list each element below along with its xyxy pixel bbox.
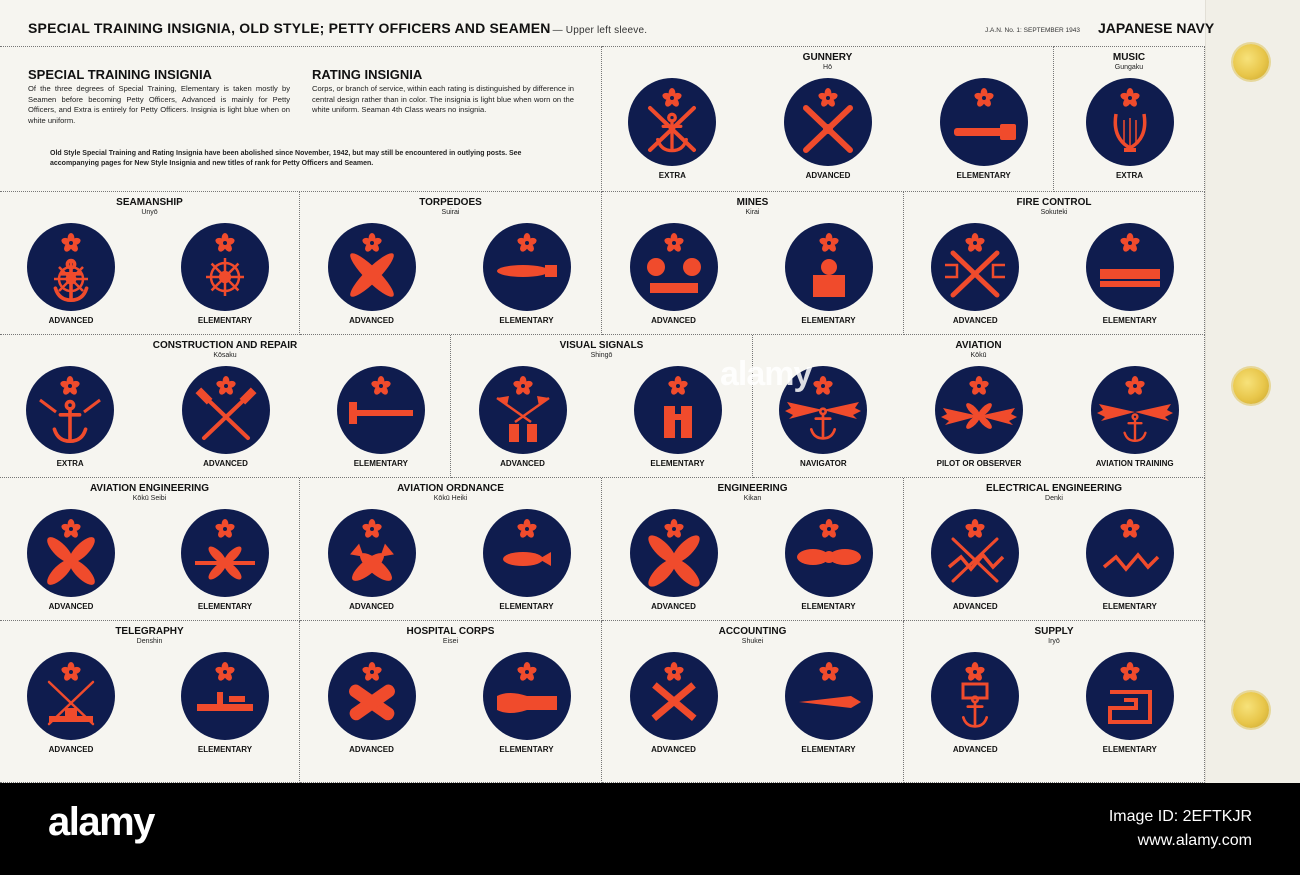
panel-title: ACCOUNTING — [718, 626, 787, 637]
badge-label: ELEMENTARY — [1102, 602, 1157, 611]
badge-label: ADVANCED — [349, 602, 394, 611]
badge-label: ELEMENTARY — [1102, 316, 1157, 325]
panel-visual-signals — [451, 335, 753, 478]
propeller-wings-icon — [181, 509, 269, 597]
insignia-badge — [1086, 78, 1174, 180]
panel-subtitle: Kōsaku — [213, 352, 237, 359]
abolished-note: Old Style Special Training and Rating Insignia have been abolished since November, 1942, but may still be encountered in outlying posts. See accompanying pages for New Style Insignia and new titles of rank for Petty Officers and Seamen. — [50, 150, 522, 167]
page-title: SPECIAL TRAINING INSIGNIA, OLD STYLE; PETTY OFFICERS AND SEAMEN — Upper left sleeve. — [28, 20, 648, 36]
panel-title: AVIATION — [955, 340, 1002, 351]
crossed-bombs-icon — [328, 509, 416, 597]
insignia-badge — [181, 652, 269, 754]
panel-subtitle: Kikan — [743, 495, 762, 502]
panel-mines — [602, 192, 904, 335]
badge-label: ELEMENTARY — [650, 459, 705, 468]
panel-title: AVIATION ORDNANCE — [397, 483, 504, 494]
anchor-tools-icon — [26, 366, 114, 454]
binder-hole — [1233, 692, 1269, 728]
gun-barrel-icon — [940, 78, 1028, 166]
panel-torpedoes — [300, 192, 602, 335]
badge-label: ELEMENTARY — [1102, 745, 1157, 754]
badge-label: ADVANCED — [500, 459, 545, 468]
panel-subtitle: Kōkū — [970, 352, 987, 359]
special-training-heading: SPECIAL TRAINING INSIGNIA — [28, 67, 212, 82]
panel-title: AVIATION ENGINEERING — [89, 483, 210, 494]
badge-label: ADVANCED — [48, 316, 94, 325]
panel-music — [1054, 46, 1205, 192]
insignia-badge — [630, 223, 718, 325]
panel-supply — [904, 621, 1205, 783]
insignia-badge — [181, 223, 269, 325]
mines-icon — [630, 223, 718, 311]
insignia-badge — [182, 366, 270, 468]
crossed-pens-icon — [630, 652, 718, 740]
insignia-badge — [630, 652, 718, 754]
lightning-crossed-icon — [931, 509, 1019, 597]
panel-title: SUPPLY — [1034, 626, 1074, 637]
insignia-badge — [935, 366, 1023, 468]
binder-hole — [1233, 44, 1269, 80]
rating-insignia-heading: RATING INSIGNIA — [312, 67, 423, 82]
badge-label: ADVANCED — [203, 459, 248, 468]
telegraph-key-sparks-icon — [27, 652, 115, 740]
insignia-badge — [940, 78, 1028, 180]
insignia-badge — [634, 366, 722, 468]
panel-aviation-engineering — [0, 478, 300, 621]
insignia-badge — [1086, 223, 1174, 325]
insignia-badge — [628, 78, 716, 180]
insignia-badge — [328, 223, 416, 325]
badge-label: EXTRA — [658, 171, 686, 180]
panel-subtitle: Gungaku — [1114, 64, 1144, 71]
badge-label: ELEMENTARY — [801, 745, 856, 754]
insignia-badge — [785, 509, 873, 611]
badge-label: ADVANCED — [952, 745, 998, 754]
panel-title: ELECTRICAL ENGINEERING — [986, 483, 1122, 494]
panel-subtitle: Shingō — [590, 352, 613, 359]
pen-icon — [785, 652, 873, 740]
mine-cart-icon — [785, 223, 873, 311]
panel-telegraphy — [0, 621, 300, 783]
screw-propeller-flat-icon — [785, 509, 873, 597]
badge-label: ADVANCED — [349, 316, 394, 325]
flags-binoculars-icon — [479, 366, 567, 454]
panel-subtitle: Denshin — [136, 638, 163, 645]
bomb-icon — [483, 509, 571, 597]
badge-label: ELEMENTARY — [801, 602, 856, 611]
insignia-badge — [479, 366, 567, 468]
insignia-badge — [27, 509, 115, 611]
badge-label: ADVANCED — [952, 602, 998, 611]
panel-gunnery — [602, 46, 1054, 192]
insignia-badge — [931, 509, 1019, 611]
anchor-wheel-icon — [27, 223, 115, 311]
panel-subtitle: Denki — [1045, 495, 1063, 502]
wings-anchor-small-icon — [1091, 366, 1179, 454]
badge-label: ADVANCED — [349, 745, 394, 754]
panel-accounting — [602, 621, 904, 783]
badge-label: ADVANCED — [651, 316, 696, 325]
badge-label: EXTRA — [1115, 171, 1144, 180]
panel-subtitle: Suirai — [441, 209, 460, 216]
panel-subtitle: Sokuteki — [1040, 209, 1068, 216]
navy-label: JAPANESE NAVY — [1098, 20, 1215, 36]
badge-label: ADVANCED — [952, 316, 998, 325]
insignia-badge — [1086, 652, 1174, 754]
insignia-badge — [1091, 366, 1179, 468]
badge-label: ADVANCED — [651, 745, 696, 754]
insignia-badge — [27, 652, 115, 754]
panel-aviation — [753, 335, 1205, 478]
binder-hole — [1233, 368, 1269, 404]
insignia-badge — [328, 509, 416, 611]
panel-engineering — [602, 478, 904, 621]
panel-subtitle: Hō — [823, 64, 832, 71]
panel-fire-control — [904, 192, 1205, 335]
torpedo-icon — [483, 223, 571, 311]
panel-title: MUSIC — [1112, 52, 1146, 63]
ship-wheel-icon — [181, 223, 269, 311]
insignia-badge — [181, 509, 269, 611]
insignia-badge — [630, 509, 718, 611]
panel-title: FIRE CONTROL — [1016, 197, 1092, 208]
badge-label: ADVANCED — [651, 602, 696, 611]
rangefinder-crossed-icon — [931, 223, 1019, 311]
badge-label: PILOT OR OBSERVER — [936, 459, 1022, 468]
badge-label: ELEMENTARY — [801, 316, 856, 325]
panel-subtitle: Kōkū Heiki — [433, 495, 468, 502]
badge-label: ELEMENTARY — [353, 459, 408, 468]
insignia-badge — [785, 223, 873, 325]
badge-label: ELEMENTARY — [197, 745, 253, 754]
insignia-badge — [337, 366, 425, 468]
panel-title: ENGINEERING — [717, 483, 788, 494]
insignia-badge — [784, 78, 872, 180]
panel-construction-and-repair — [0, 335, 451, 478]
panel-aviation-ordnance — [300, 478, 602, 621]
page-subtitle: — Upper left sleeve. — [552, 25, 648, 36]
panel-subtitle: Kirai — [745, 209, 760, 216]
badge-label: ELEMENTARY — [499, 316, 554, 325]
insignia-badge — [931, 652, 1019, 754]
wings-propeller-icon — [935, 366, 1023, 454]
alamy-logo: alamy — [48, 800, 154, 844]
badge-label: ELEMENTARY — [499, 745, 554, 754]
insignia-badge — [1086, 509, 1174, 611]
document-reference: J.A.N. No. 1: SEPTEMBER 1943 — [985, 27, 1081, 34]
insignia-badge — [26, 366, 114, 468]
insignia-badge — [785, 652, 873, 754]
bandage-icon — [483, 652, 571, 740]
crossed-shells-icon — [784, 78, 872, 166]
badge-label: ELEMENTARY — [499, 602, 554, 611]
panel-subtitle: Iryō — [1048, 638, 1060, 645]
panel-hospital-corps — [300, 621, 602, 783]
panel-subtitle: Shukei — [741, 638, 764, 645]
watermark: alamy — [720, 355, 812, 393]
hammer-icon — [337, 366, 425, 454]
insignia-badge — [483, 652, 571, 754]
image-id: Image ID: 2EFTKJR — [1108, 808, 1252, 825]
rating-insignia-text: Corps, or branch of service, within each rating is distinguished by difference in central design rather than in color. The insignia is light blue when worn on the white uniform. Seaman 4th Class wears no insignia. — [312, 84, 574, 115]
rangefinder-icon — [1086, 223, 1174, 311]
panel-title: TORPEDOES — [419, 197, 482, 208]
crossed-torpedoes-icon — [328, 223, 416, 311]
propeller-cross-icon — [27, 509, 115, 597]
crossed-bandages-icon — [328, 652, 416, 740]
telegraph-key-icon — [181, 652, 269, 740]
panel-subtitle: Eisei — [442, 638, 459, 645]
insignia-badge — [931, 223, 1019, 325]
panel-seamanship — [0, 192, 300, 335]
panel-title: MINES — [736, 197, 769, 208]
supply-symbol-icon — [1086, 652, 1174, 740]
badge-label: ELEMENTARY — [197, 316, 253, 325]
panel-title: TELEGRAPHY — [115, 626, 184, 637]
footer-info — [1109, 805, 1252, 853]
insignia-badge — [328, 652, 416, 754]
badge-label: EXTRA — [56, 459, 84, 468]
badge-label: ADVANCED — [805, 171, 851, 180]
stock-footer — [0, 783, 1300, 875]
insignia-badge — [27, 223, 115, 325]
special-training-text: Of the three degrees of Special Training, Elementary is taken mostly by Seamen before becoming Petty Officers, Advanced is mainly for Petty Officers, and Extra is entirely for Petty Officers. Insignia is light blue when on white uniform. — [28, 84, 290, 125]
panel-title: SEAMANSHIP — [116, 197, 183, 208]
panel-title: GUNNERY — [802, 52, 853, 63]
binoculars-icon — [634, 366, 722, 454]
lightning-icon — [1086, 509, 1174, 597]
crossed-hammers-icon — [182, 366, 270, 454]
panel-subtitle: Unyō — [141, 209, 158, 216]
badge-label: ADVANCED — [48, 602, 94, 611]
badge-label: ADVANCED — [48, 745, 94, 754]
insignia-badge — [483, 509, 571, 611]
badge-label: ELEMENTARY — [956, 171, 1011, 180]
lyre-icon — [1086, 78, 1174, 166]
intro-panel — [0, 46, 602, 192]
badge-label: AVIATION TRAINING — [1095, 459, 1174, 468]
panel-subtitle: Kōkū Seibi — [132, 495, 167, 502]
badge-label: NAVIGATOR — [799, 459, 847, 468]
anchor-crossed-guns-icon — [628, 78, 716, 166]
badge-label: ELEMENTARY — [197, 602, 253, 611]
panel-title: HOSPITAL CORPS — [406, 626, 495, 637]
panel-electrical-engineering — [904, 478, 1205, 621]
footer-url: www.alamy.com — [1137, 832, 1252, 849]
insignia-badge — [483, 223, 571, 325]
screw-propeller-icon — [630, 509, 718, 597]
anchor-box-icon — [931, 652, 1019, 740]
panel-title: CONSTRUCTION AND REPAIR — [152, 340, 298, 351]
panel-title: VISUAL SIGNALS — [559, 340, 644, 351]
